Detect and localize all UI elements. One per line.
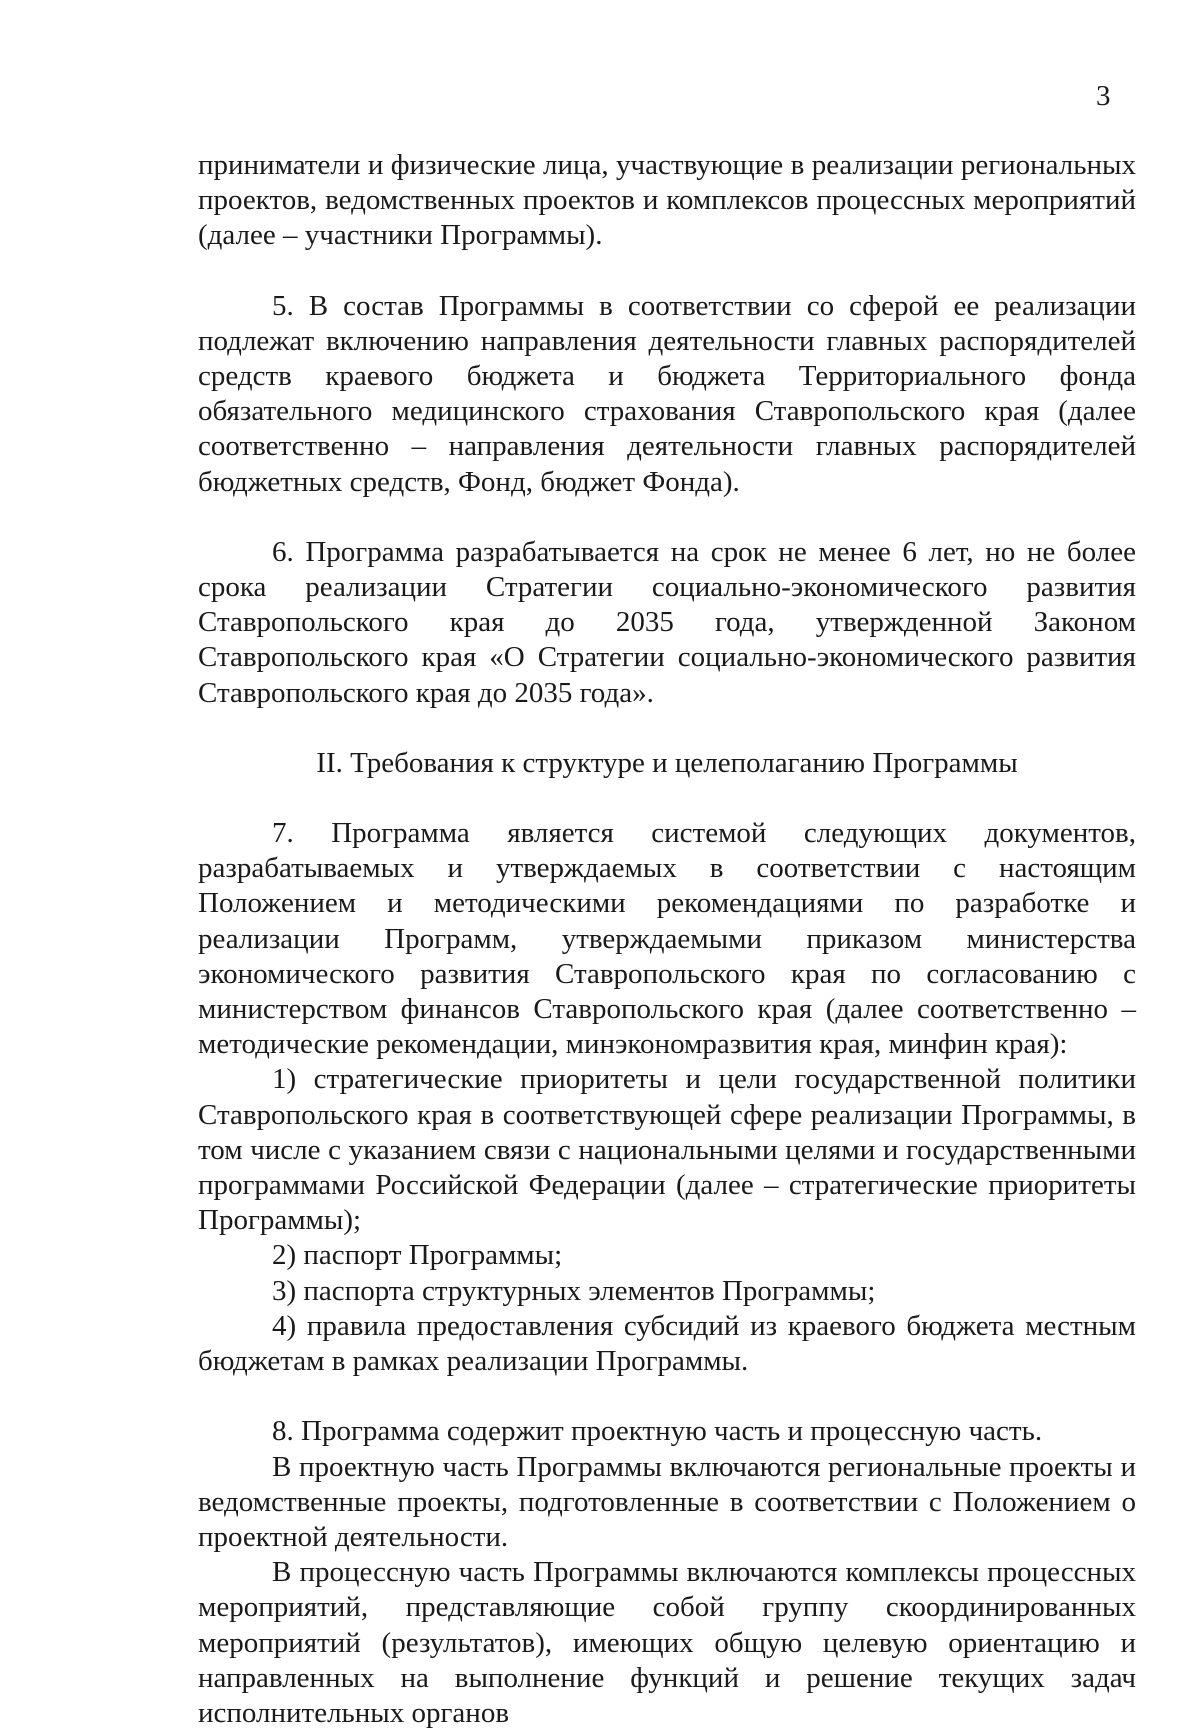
list-item-4: 4) правила предоставления субсидий из краевого бюджета местным бюджетам в рамках реализации Программы. [198,1309,1136,1378]
page-number: 3 [1096,80,1111,112]
paragraph-item-8: 8. Программа содержит проектную часть и процессную часть. [272,1415,1043,1448]
list-item-3: 3) паспорта структурных элементов Программы; [272,1274,876,1307]
paragraph-item-6: 6. Программа разрабатывается на срок не менее 6 лет, но не более срока реализации Стратегии социально-экономического развития Ставропольского края до 2035 года, утвержденной Законом Ставропольского края «О Стратегии социально-экономического развития Ставропольского края до 2035 года». [198,535,1136,709]
paragraph-process-part: В процессную часть Программы включаются комплексы процессных мероприятий, представляющие собой группу скоординированных мероприятий (результатов), имеющих общую целевую ориентацию и направленных на выполнение функций и решение текущих задач исполнительных органов [198,1556,1136,1729]
list-item-1: 1) стратегические приоритеты и цели государственной политики Ставропольского края в соответствующей сфере реализации Программы, в том числе с указанием связи с национальными целями и государственными программами Российской Федерации (далее – стратегические приоритеты Программы); [198,1063,1136,1237]
paragraph-item-5: 5. В состав Программы в соответствии со сферой ее реализации подлежат включению направления деятельности главных распорядителей средств краевого бюджета и бюджета Территориального фонда обязательного медицинского страхования Ставропольского края (далее соответственно – направления деятельности главных распорядителей бюджетных средств, Фонд, бюджет Фонда). [198,289,1136,498]
section-heading: II. Требования к структуре и целеполаганию Программы [316,746,1018,779]
paragraph-continuation: приниматели и физические лица, участвующие в реализации региональных проектов, ведомственных проектов и комплексов процессных мероприятий (далее – участники Программы). [198,149,1136,252]
list-item-2: 2) паспорт Программы; [272,1239,563,1272]
paragraph-item-7: 7. Программа является системой следующих документов, разрабатываемых и утверждаемых в соответствии с настоящим Положением и методическими рекомендациями по разработке и реализации Программ, утверждаемыми приказом министерства экономического развития Ставропольского края по согласованию с министерством финансов Ставропольского края (далее соответственно – методические рекомендации, минэкономразвития края, минфин края): [198,817,1136,1061]
document-body [198,148,1136,1731]
paragraph-project-part: В проектную часть Программы включаются региональные проекты и ведомственные проекты, подготовленные в соответствии с Положением о проектной деятельности. [198,1450,1136,1553]
